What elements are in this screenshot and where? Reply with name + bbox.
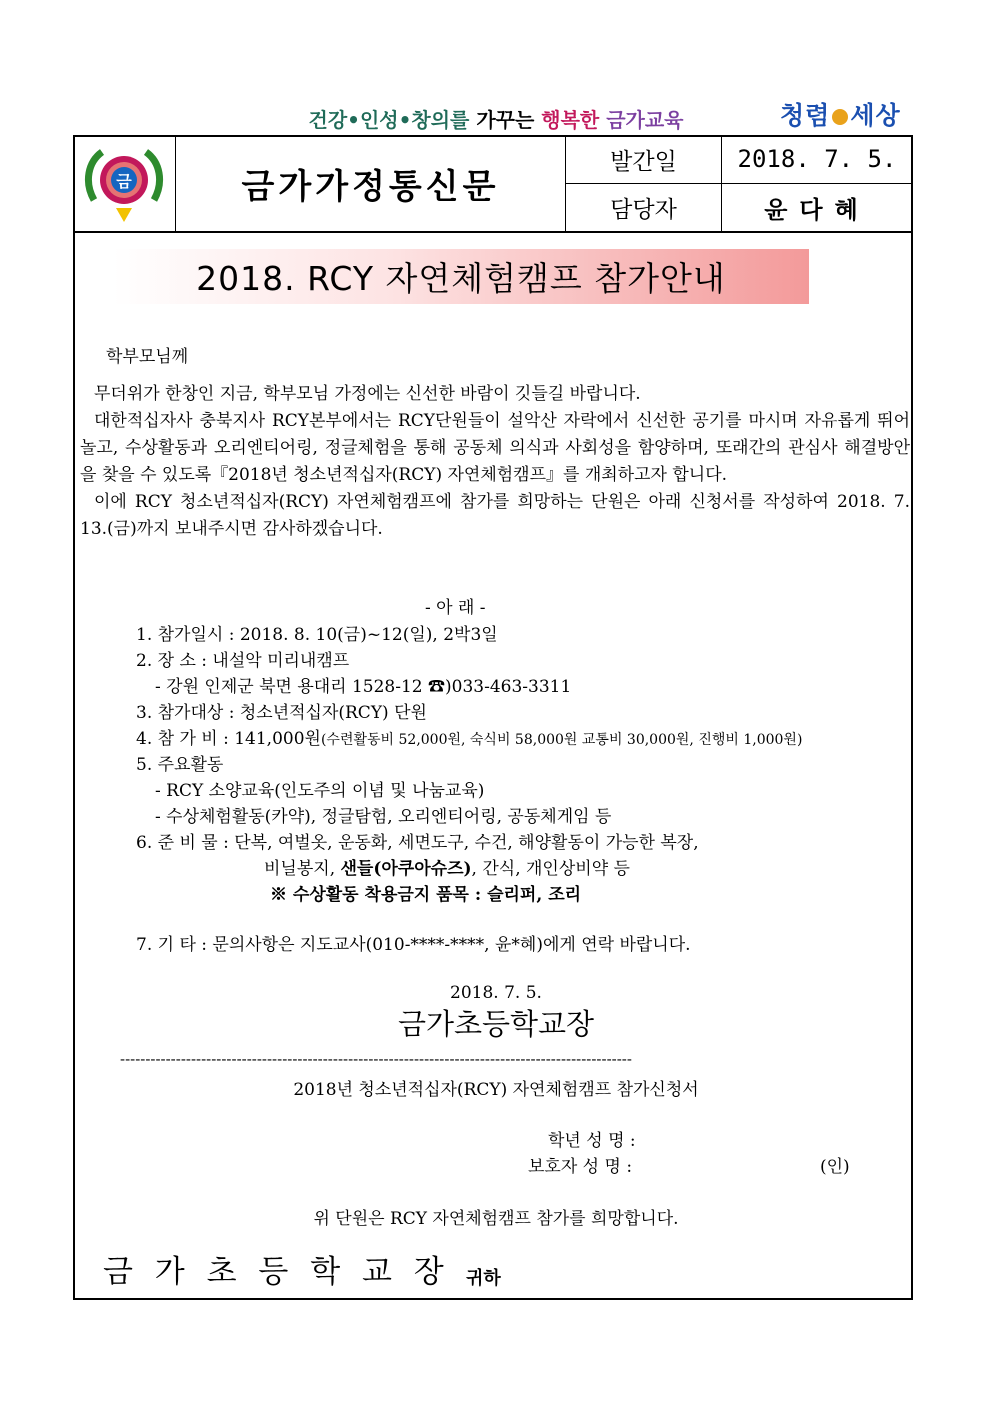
paragraph-1: 무더위가 한창인 지금, 학부모님 가정에는 신선한 바람이 깃들길 바랍니다. — [94, 384, 641, 404]
letter-date: 2018. 7. 5. — [450, 983, 542, 1003]
form-recipient: 금 가 초 등 학 교 장 — [103, 1254, 450, 1290]
manager-label: 담당자 — [566, 183, 722, 231]
activity-1: - RCY 소양교육(인도주의 이념 및 나눔교육) — [155, 781, 485, 801]
slogan-part-1: 건강•인성•창의를 — [308, 108, 470, 132]
item-supplies: 6. 준 비 물 : 단복, 여벌옷, 운동화, 세면도구, 수건, 해양활동이 가능한 복장, — [136, 833, 699, 853]
seal-mark: (인) — [820, 1157, 850, 1177]
form-statement: 위 단원은 RCY 자연체험캠프 참가를 희망합니다. — [313, 1209, 679, 1229]
activity-2: - 수상체험활동(카약), 정글탐험, 오리엔티어링, 공동체게임 등 — [155, 807, 612, 827]
cut-line: ----------------------------------------------------------------------------------------------------- — [120, 1050, 632, 1068]
integrity-logo-right: 세상 — [850, 101, 901, 130]
integrity-logo — [780, 96, 901, 132]
paragraph-3: 이에 RCY 청소년적십자(RCY) 자연체험캠프에 참가를 희망하는 단원은 아래 신청서를 작성하여 2018. 7. 13.(금)까지 보내주시면 감사하겠습니다. — [80, 492, 910, 539]
item-target: 3. 참가대상 : 청소년적십자(RCY) 단원 — [136, 703, 427, 723]
item-activities: 5. 주요활동 — [136, 755, 224, 775]
slogan-part-4: 금가교육 — [606, 108, 684, 132]
paragraph-2: 대한적십자사 충북지사 RCY본부에서는 RCY단원들이 설악산 자락에서 신선한 공기를 마시며 자유롭게 뛰어놀고, 수상활동과 오리엔티어링, 정글체험을 통해 공동체 의식과 사회성을 함양하며, 또래간의 관심사 해결방안을 찾을 수 있도록『2018년 청소년적십자(RCY) 자연체험캠프』를 개최하고자 합니다. — [80, 411, 910, 485]
prohibited-items: ※ 수상활동 착용금지 품목 : 슬리퍼, 조리 — [270, 885, 582, 905]
slogan-part-2: 가꾸는 — [476, 108, 535, 132]
item-fee-amount: 4. 참 가 비 : 141,000원 — [136, 729, 321, 749]
issue-date-value: 2018. 7. 5. — [737, 145, 897, 173]
guardian-name-field: 보호자 성 명 : — [528, 1157, 633, 1177]
issue-date-label: 발간일 — [566, 135, 722, 183]
school-emblem-cell — [73, 135, 176, 232]
form-recipient-suffix: 귀하 — [466, 1268, 501, 1289]
letter-body — [80, 344, 910, 543]
header-divider — [73, 231, 913, 233]
supplies-part-3: , 간식, 개인상비약 등 — [471, 859, 630, 879]
form-title: 2018년 청소년적십자(RCY) 자연체험캠프 참가신청서 — [293, 1080, 699, 1100]
salutation: 학부모님께 — [106, 347, 189, 367]
newsletter-title: 금가가정통신문 — [176, 135, 566, 232]
supplies-sandals: 샌들(아쿠아슈즈) — [340, 859, 472, 879]
item-supplies-cont — [264, 854, 630, 879]
emblem-char: 금 — [116, 172, 132, 191]
manager-value: 윤다혜 — [764, 195, 870, 224]
school-emblem-icon — [73, 135, 176, 232]
notice-heading: - 아 래 - — [425, 598, 486, 618]
supplies-part-1: 비닐봉지, — [264, 859, 341, 879]
integrity-logo-left: 청렴 — [780, 101, 831, 130]
newsletter-header — [73, 135, 913, 232]
item-address: - 강원 인제군 북면 용대리 1528-12 ☎)033-463-3311 — [155, 677, 572, 697]
notice-banner: 2018. RCY 자연체험캠프 참가안내 — [113, 249, 809, 304]
item-fee — [136, 724, 802, 749]
item-place: 2. 장 소 : 내설악 미리내캠프 — [136, 651, 350, 671]
item-date: 1. 참가일시 : 2018. 8. 10(금)~12(일), 2박3일 — [136, 625, 498, 645]
logo-circle-icon — [832, 109, 848, 125]
student-name-field: 학년 성 명 : — [548, 1131, 636, 1151]
principal-signature: 금가초등학교장 — [397, 1007, 595, 1041]
item-other: 7. 기 타 : 문의사항은 지도교사(010-****-****, 윤*혜)에게 연락 바랍니다. — [136, 935, 691, 955]
slogan-part-3: 행복한 — [541, 108, 600, 132]
item-fee-breakdown: (수련활동비 52,000원, 숙식비 58,000원 교통비 30,000원, 진행비 1,000원) — [320, 732, 803, 748]
issue-info-table — [566, 135, 913, 232]
